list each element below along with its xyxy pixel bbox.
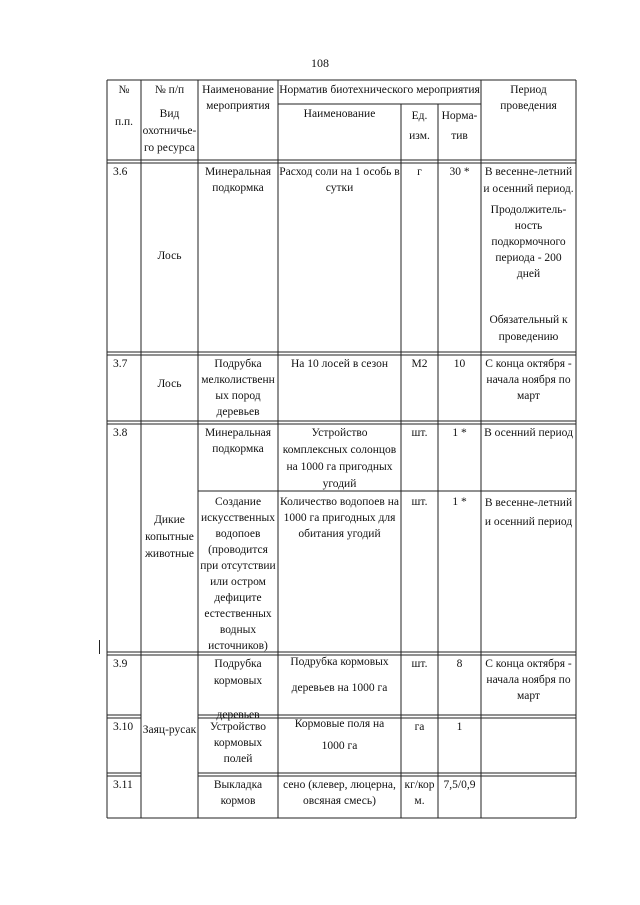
row-3-7-resource: Лось — [157, 378, 182, 390]
row-3-6-period-a: В весенне-летний и осенний период. — [483, 166, 574, 195]
margin-mark — [99, 640, 100, 654]
row-3-8b-value: 1 * — [452, 496, 467, 508]
header-period: Период проведения — [500, 84, 557, 112]
header-norm-name: Наименование — [303, 108, 376, 120]
row-3-6-measure: Минеральная подкормка — [204, 166, 272, 194]
row-3-8-resource: Дикие копытные животные — [144, 514, 195, 560]
row-3-7-measure: Подрубка мелколиственн ых пород деревьев — [201, 358, 275, 418]
row-3-10-measure: Устройство кормовых полей — [210, 721, 266, 765]
row-3-8b-unit: шт. — [411, 496, 428, 508]
row-3-8-period: В осенний период — [484, 427, 573, 439]
row-3-8-num: 3.8 — [113, 427, 128, 439]
row-3-8-measure: Минеральная подкормка — [204, 427, 272, 455]
row-3-9-measure: Подрубка кормовых деревьев — [213, 658, 263, 721]
header-unit: Ед. изм. — [409, 110, 430, 142]
row-3-8b-period: В весенне-летний и осенний период — [484, 497, 573, 528]
row-3-11-num: 3.11 — [113, 779, 133, 791]
header-num-top: № — [118, 84, 130, 96]
row-3-7-value: 10 — [453, 358, 466, 370]
row-3-10-norm-name: Кормовые поля на 1000 га — [294, 718, 385, 752]
row-3-7-period: С конца октября - начала ноября по март — [485, 358, 572, 402]
row-3-9-period: С конца октября - начала ноября по март — [485, 658, 572, 702]
row-3-8-value: 1 * — [452, 427, 467, 439]
header-resource-type: Вид охотничье- го ресурса — [142, 108, 197, 154]
row-3-11-measure: Выкладка кормов — [213, 779, 263, 807]
row-3-6-value: 30 * — [449, 166, 470, 178]
row-3-9-unit: шт. — [411, 658, 428, 670]
row-3-11-unit: кг/кор м. — [404, 779, 435, 807]
row-3-7-unit: М2 — [411, 358, 428, 370]
row-3-11-value: 7,5/0,9 — [443, 779, 476, 791]
row-3-10-unit: га — [414, 721, 425, 733]
row-hare-resource: Заяц-русак — [142, 724, 197, 736]
page-number: 108 — [311, 56, 329, 70]
header-measure-name: Наименование мероприятия — [202, 84, 274, 112]
row-3-8b-measure: Создание искусственных водопоев (проводится при отсутствии или остром дефиците естественных водных источников) — [200, 496, 276, 652]
row-3-6-resource: Лось — [157, 250, 182, 262]
row-3-8b-norm-name: Количество водопоев на 1000 га пригодных для обитания угодий — [280, 496, 399, 540]
row-3-10-value: 1 — [456, 721, 463, 733]
row-3-9-value: 8 — [456, 658, 463, 670]
header-norm-group: Норматив биотехнического мероприятия — [279, 84, 480, 96]
row-3-6-period-c: Обязательный к проведению — [489, 314, 568, 343]
row-3-10-num: 3.10 — [113, 721, 134, 733]
row-3-7-num: 3.7 — [113, 358, 128, 370]
row-3-11-norm-name: сено (клевер, люцерна, овсяная смесь) — [283, 779, 396, 807]
row-3-7-norm-name: На 10 лосей в сезон — [291, 358, 388, 370]
row-3-8-norm-name: Устройство комплексных солонцов на 1000 га пригодных угодий — [282, 427, 397, 490]
row-3-6-unit: г — [417, 166, 422, 178]
header-num-bottom: п.п. — [114, 116, 134, 128]
row-3-9-num: 3.9 — [113, 658, 128, 670]
row-3-6-period-b: Продолжитель- ность подкормочного периода - 200 дней — [490, 204, 567, 280]
header-norm-value: Норма- тив — [441, 110, 478, 142]
row-3-6-num: 3.6 — [113, 166, 128, 178]
row-3-9-norm-name: Подрубка кормовых деревьев на 1000 га — [290, 656, 389, 694]
row-3-6-norm-name: Расход соли на 1 особь в сутки — [279, 166, 400, 194]
header-np-top: № п/п — [154, 84, 185, 96]
row-3-8-unit: шт. — [411, 427, 428, 439]
